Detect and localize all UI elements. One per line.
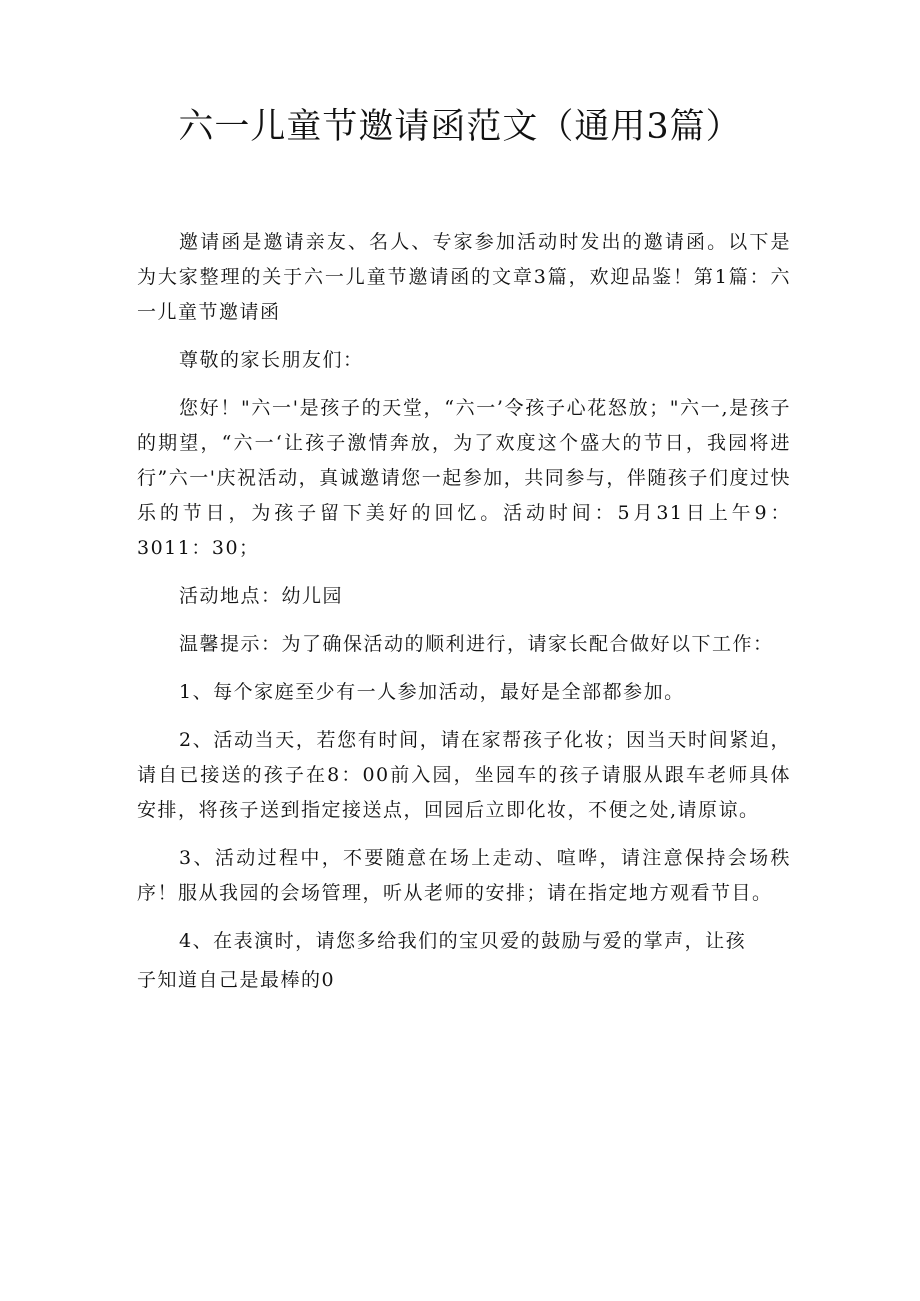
document-title: 六一儿童节邀请函范文（通用3篇） (178, 107, 742, 147)
paragraph-tip-3: 3、活动过程中，不要随意在场上走动、喧哗，请注意保持会场秩序！服从我园的会场管理，听从老师的安排；请在指定地方观看节目。 (137, 847, 791, 904)
paragraph-location: 活动地点：幼儿园 (179, 585, 344, 607)
paragraph-tip-1: 1、每个家庭至少有一人参加活动，最好是全部都参加。 (179, 681, 685, 703)
paragraph-tip-4-continued: 子知道自己是最棒的0 (137, 969, 336, 991)
document-body (137, 225, 791, 1011)
paragraph-intro: 邀请函是邀请亲友、名人、专家参加活动时发出的邀请函。以下是为大家整理的关于六一儿童节邀请函的文章3篇，欢迎品鉴！第1篇：六一儿童节邀请函 (137, 231, 791, 323)
paragraph-greeting: 您好！"六一'是孩子的天堂，“六一’令孩子心花怒放；"六一,是孩子的期望，“六一‘让孩子激情奔放，为了欢度这个盛大的节日，我园将进行”六一'庆祝活动，真诚邀请您一起参加，共同参与，伴随孩子们度过快乐的节日，为孩子留下美好的回忆。活动时间：5月31日上午9：3011：30； (137, 397, 791, 559)
paragraph-tip-4: 4、在表演时，请您多给我们的宝贝爱的鼓励与爱的掌声，让孩 (179, 930, 747, 952)
paragraph-tip-2: 2、活动当天，若您有时间，请在家帮孩子化妆；因当天时间紧迫，请自已接送的孩子在8：00前入园，坐园车的孩子请服从跟车老师具体安排，将孩子送到指定接送点，回园后立即化妆，不便之处,请原谅。 (137, 729, 791, 821)
paragraph-salutation: 尊敬的家长朋友们： (179, 349, 364, 371)
paragraph-tips-heading: 温馨提示：为了确保活动的顺利进行，请家长配合做好以下工作： (179, 633, 774, 655)
